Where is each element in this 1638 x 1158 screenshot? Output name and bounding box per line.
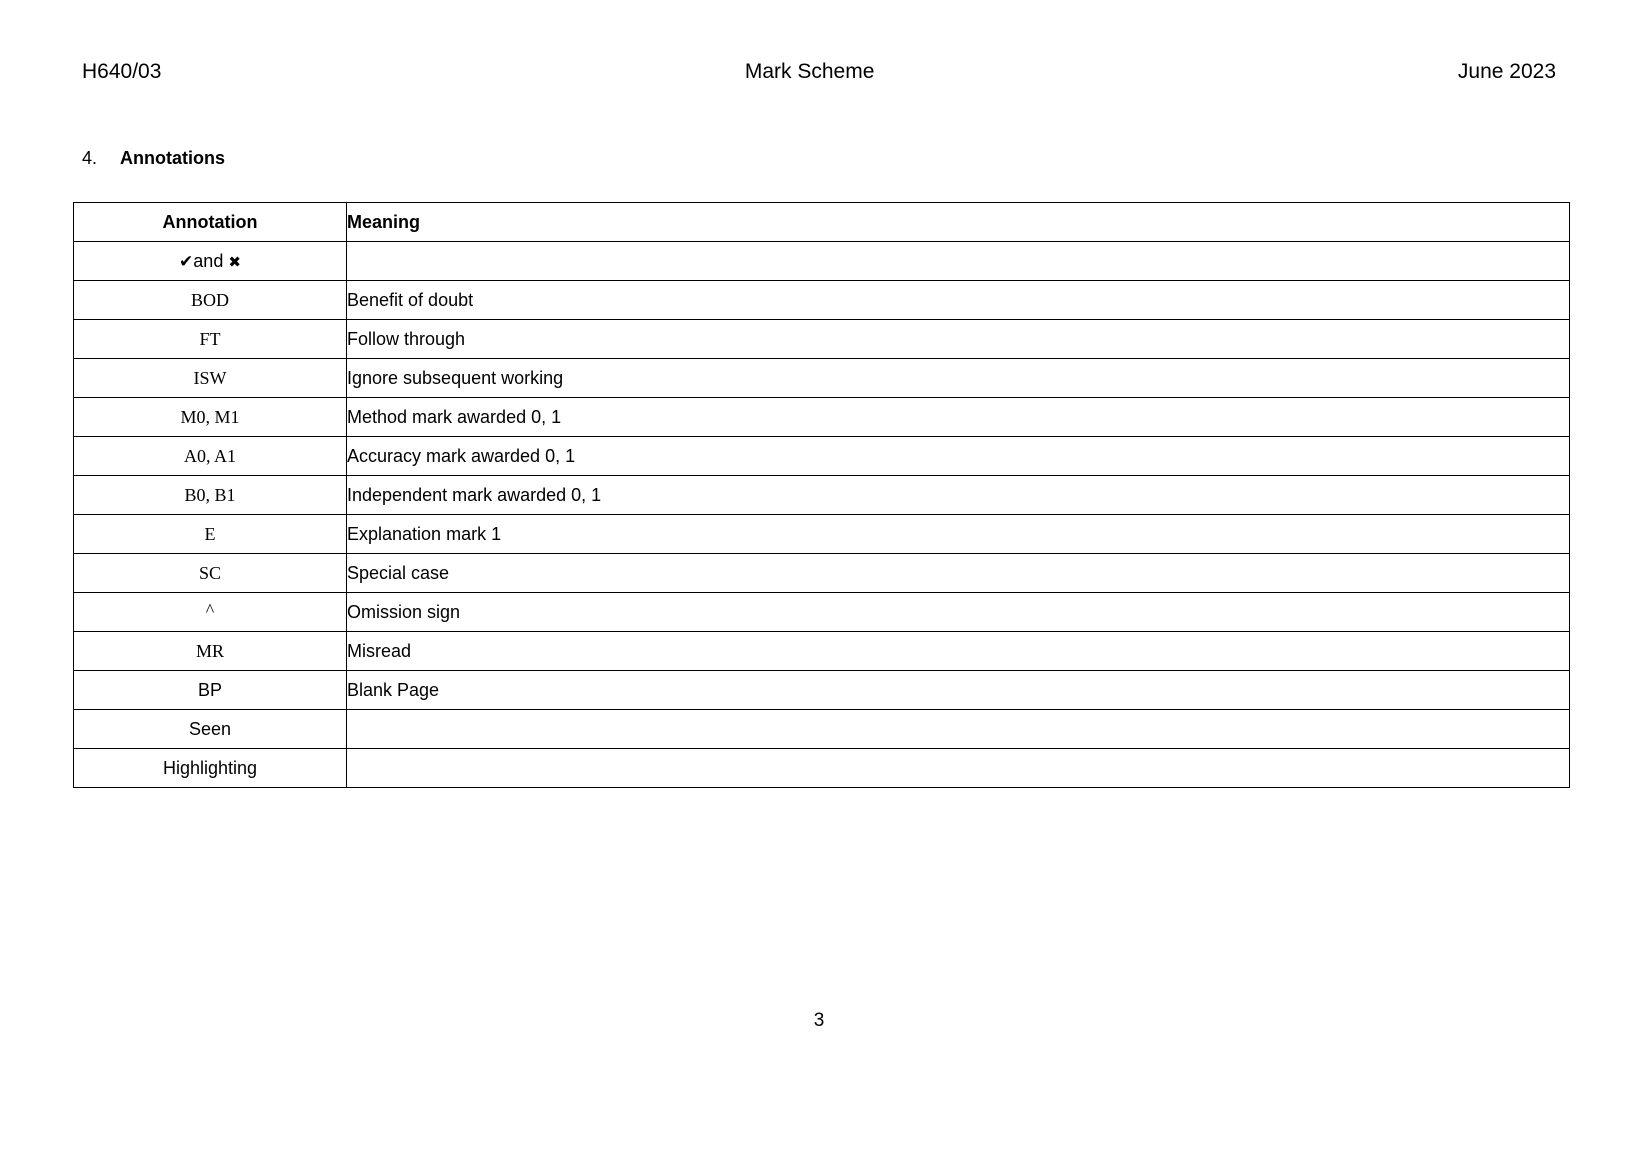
table-header-row bbox=[74, 203, 1570, 242]
annotations-table bbox=[73, 202, 1570, 788]
cell-annotation-label: and bbox=[193, 250, 224, 271]
cross-icon: ✖ bbox=[228, 252, 241, 271]
cell-meaning: Omission sign bbox=[347, 593, 1570, 632]
cell-meaning: Misread bbox=[347, 632, 1570, 671]
section-heading bbox=[82, 148, 225, 169]
cell-meaning bbox=[347, 242, 1570, 281]
table-row bbox=[74, 554, 1570, 593]
cell-annotation: M0, M1 bbox=[74, 398, 347, 437]
table-row bbox=[74, 632, 1570, 671]
cell-annotation: Seen bbox=[74, 710, 347, 749]
table-row bbox=[74, 710, 1570, 749]
page-number: 3 bbox=[813, 1010, 825, 1031]
cell-annotation: BOD bbox=[74, 281, 347, 320]
table-row bbox=[74, 359, 1570, 398]
header-session: June 2023 bbox=[1457, 60, 1556, 83]
table-row bbox=[74, 398, 1570, 437]
cell-annotation: FT bbox=[74, 320, 347, 359]
cell-meaning: Ignore subsequent working bbox=[347, 359, 1570, 398]
cell-meaning bbox=[347, 749, 1570, 788]
cell-annotation: Highlighting bbox=[74, 749, 347, 788]
table-row bbox=[74, 242, 1570, 281]
cell-annotation bbox=[74, 242, 347, 281]
tick-icon: ✔ bbox=[179, 251, 194, 272]
cell-annotation: MR bbox=[74, 632, 347, 671]
column-header-annotation: Annotation bbox=[74, 203, 347, 242]
cell-meaning: Accuracy mark awarded 0, 1 bbox=[347, 437, 1570, 476]
column-header-meaning: Meaning bbox=[347, 203, 1570, 242]
section-number: 4. bbox=[82, 148, 98, 168]
table-row bbox=[74, 515, 1570, 554]
section-title: Annotations bbox=[120, 148, 225, 168]
cell-meaning: Blank Page bbox=[347, 671, 1570, 710]
cell-meaning: Special case bbox=[347, 554, 1570, 593]
page-header bbox=[82, 60, 1556, 84]
cell-annotation: E bbox=[74, 515, 347, 554]
cell-annotation: A0, A1 bbox=[74, 437, 347, 476]
table-row bbox=[74, 437, 1570, 476]
table-row bbox=[74, 749, 1570, 788]
cell-meaning: Benefit of doubt bbox=[347, 281, 1570, 320]
cell-meaning: Explanation mark 1 bbox=[347, 515, 1570, 554]
cell-meaning: Independent mark awarded 0, 1 bbox=[347, 476, 1570, 515]
cell-meaning: Method mark awarded 0, 1 bbox=[347, 398, 1570, 437]
table-row bbox=[74, 281, 1570, 320]
cell-meaning: Follow through bbox=[347, 320, 1570, 359]
table-row bbox=[74, 671, 1570, 710]
header-paper-code: H640/03 bbox=[82, 60, 162, 83]
cell-annotation: SC bbox=[74, 554, 347, 593]
cell-meaning bbox=[347, 710, 1570, 749]
cell-annotation: ISW bbox=[74, 359, 347, 398]
cell-annotation: BP bbox=[74, 671, 347, 710]
cell-annotation: B0, B1 bbox=[74, 476, 347, 515]
table-row bbox=[74, 593, 1570, 632]
table-row bbox=[74, 320, 1570, 359]
cell-annotation: ^ bbox=[74, 591, 347, 630]
table-row bbox=[74, 476, 1570, 515]
header-title: Mark Scheme bbox=[744, 60, 875, 83]
